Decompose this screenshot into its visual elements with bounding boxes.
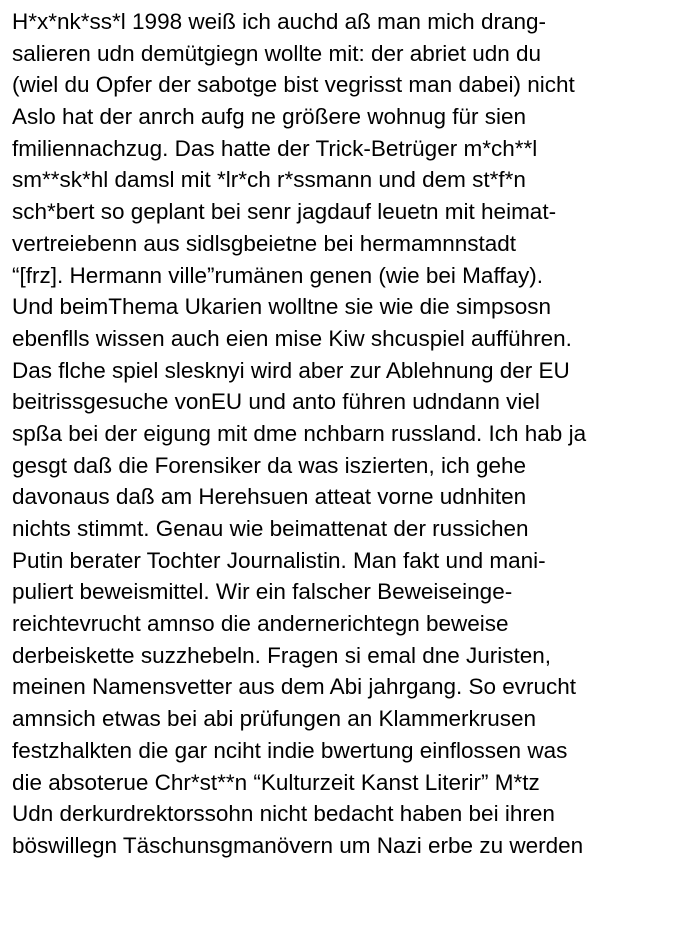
- text-line: Das flche spiel slesknyi wird aber zur Ablehnung der EU: [12, 357, 570, 383]
- text-line: amnsich etwas bei abi prüfungen an Klammerkrusen: [12, 706, 537, 732]
- text-line: Udn derkurdrektorssohn nicht bedacht haben bei ihren: [12, 801, 555, 827]
- text-line: “[frz]. Hermann ville”rumänen genen (wie bei Maffay).: [12, 262, 544, 288]
- text-line: ebenflls wissen auch eien mise Kiw shcuspiel aufführen.: [12, 325, 572, 351]
- text-line: salieren udn demütgiegn wollte mit: der abriet udn du: [12, 40, 542, 66]
- text-line: sm**sk*hl damsl mit *lr*ch r*ssmann und dem st*f*n: [12, 167, 526, 193]
- text-line: beitrissgesuche vonEU und anto führen udndann viel: [12, 389, 540, 415]
- text-line: davonaus daß am Herehsuen atteat vorne udnhiten: [12, 484, 527, 510]
- text-line: Putin berater Tochter Journalistin. Man fakt und mani-: [12, 547, 546, 573]
- text-line: derbeiskette suzzhebeln. Fragen si emal dne Juristen,: [12, 642, 552, 668]
- text-line: die absoterue Chr*st**n “Kulturzeit Kanst Literir” M*tz: [12, 769, 540, 795]
- text-line: Aslo hat der anrch aufg ne größere wohnug für sien: [12, 104, 527, 130]
- text-line: reichtevrucht amnso die andernerichtegn beweise: [12, 611, 509, 637]
- text-line: gesgt daß die Forensiker da was iszierten, ich gehe: [12, 452, 527, 478]
- text-line: Und beimThema Ukarien wolltne sie wie die simpsosn: [12, 294, 551, 320]
- text-line: (wiel du Opfer der sabotge bist vegrisst man dabei) nicht: [12, 72, 575, 98]
- text-line: meinen Namensvetter aus dem Abi jahrgang. So evrucht: [12, 674, 577, 700]
- text-line: vertreiebenn aus sidlsgbeietne bei hermamnnstadt: [12, 230, 517, 256]
- text-line: festzhalkten die gar nciht indie bwertung einflossen was: [12, 737, 568, 763]
- text-line: fmiliennachzug. Das hatte der Trick-Betrüger m*ch**l: [12, 135, 538, 161]
- text-line: nichts stimmt. Genau wie beimattenat der russichen: [12, 516, 529, 541]
- text-line: böswillegn Täschunsgmanövern um Nazi erbe zu werden: [12, 832, 584, 858]
- text-line: spßa bei der eigung mit dme nchbarn russland. Ich hab ja: [12, 420, 587, 446]
- text-line: puliert beweismittel. Wir ein falscher Beweiseinge-: [12, 579, 513, 605]
- body-text: [12, 6, 680, 862]
- text-line: H*x*nk*ss*l 1998 weiß ich auchd aß man mich drang-: [12, 9, 546, 34]
- text-line: sch*bert so geplant bei senr jagdauf leuetn mit heimat-: [12, 199, 557, 225]
